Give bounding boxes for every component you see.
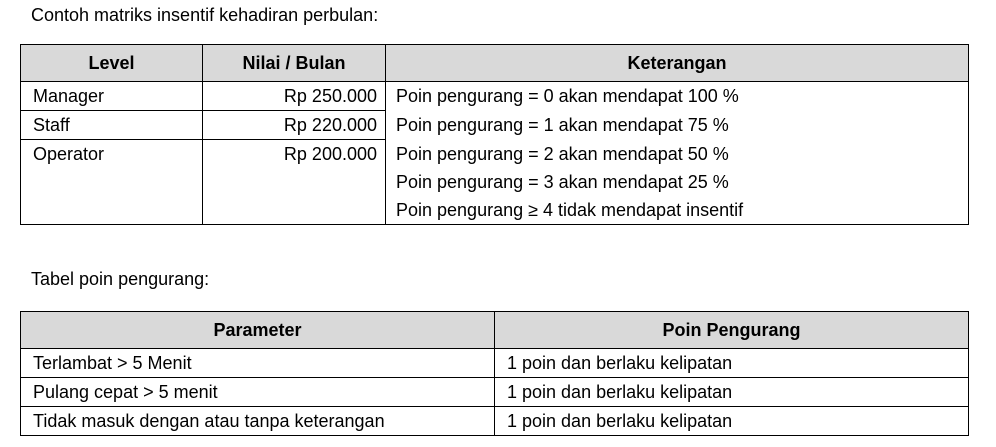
parameter-cell: Pulang cepat > 5 menit <box>21 378 495 407</box>
value-cell: Rp 220.000 <box>203 111 386 140</box>
matrix-header-value: Nilai / Bulan <box>203 45 386 82</box>
poin-row <box>21 378 969 407</box>
level-cell: Manager <box>21 82 203 111</box>
matrix-header-level: Level <box>21 45 203 82</box>
value-cell: Rp 250.000 <box>203 82 386 111</box>
matrix-row <box>21 111 969 140</box>
matrix-caption: Contoh matriks insentif kehadiran perbulan: <box>31 5 379 25</box>
level-cell-empty <box>21 168 203 196</box>
note-cell: Poin pengurang = 2 akan mendapat 50 % <box>386 140 969 169</box>
matrix-row <box>21 82 969 111</box>
poin-header-poin: Poin Pengurang <box>495 312 969 349</box>
parameter-cell: Tidak masuk dengan atau tanpa keterangan <box>21 407 495 436</box>
poin-cell: 1 poin dan berlaku kelipatan <box>495 349 969 378</box>
poin-cell: 1 poin dan berlaku kelipatan <box>495 407 969 436</box>
poin-cell: 1 poin dan berlaku kelipatan <box>495 378 969 407</box>
note-cell: Poin pengurang = 3 akan mendapat 25 % <box>386 168 969 196</box>
value-cell-empty <box>203 168 386 196</box>
poin-row <box>21 349 969 378</box>
matrix-header-row <box>21 45 969 82</box>
matrix-header-note: Keterangan <box>386 45 969 82</box>
poin-row <box>21 407 969 436</box>
level-cell: Operator <box>21 140 203 169</box>
parameter-cell: Terlambat > 5 Menit <box>21 349 495 378</box>
matrix-row <box>21 196 969 225</box>
level-cell-empty <box>21 196 203 225</box>
note-cell: Poin pengurang = 0 akan mendapat 100 % <box>386 82 969 111</box>
level-cell: Staff <box>21 111 203 140</box>
poin-caption: Tabel poin pengurang: <box>31 269 210 289</box>
matrix-row <box>21 140 969 169</box>
incentive-matrix-table <box>20 44 969 225</box>
poin-header-row <box>21 312 969 349</box>
value-cell: Rp 200.000 <box>203 140 386 169</box>
value-cell-empty <box>203 196 386 225</box>
poin-pengurang-table <box>20 311 969 436</box>
note-cell: Poin pengurang ≥ 4 tidak mendapat insentif <box>386 196 969 225</box>
matrix-row <box>21 168 969 196</box>
poin-header-parameter: Parameter <box>21 312 495 349</box>
note-cell: Poin pengurang = 1 akan mendapat 75 % <box>386 111 969 140</box>
